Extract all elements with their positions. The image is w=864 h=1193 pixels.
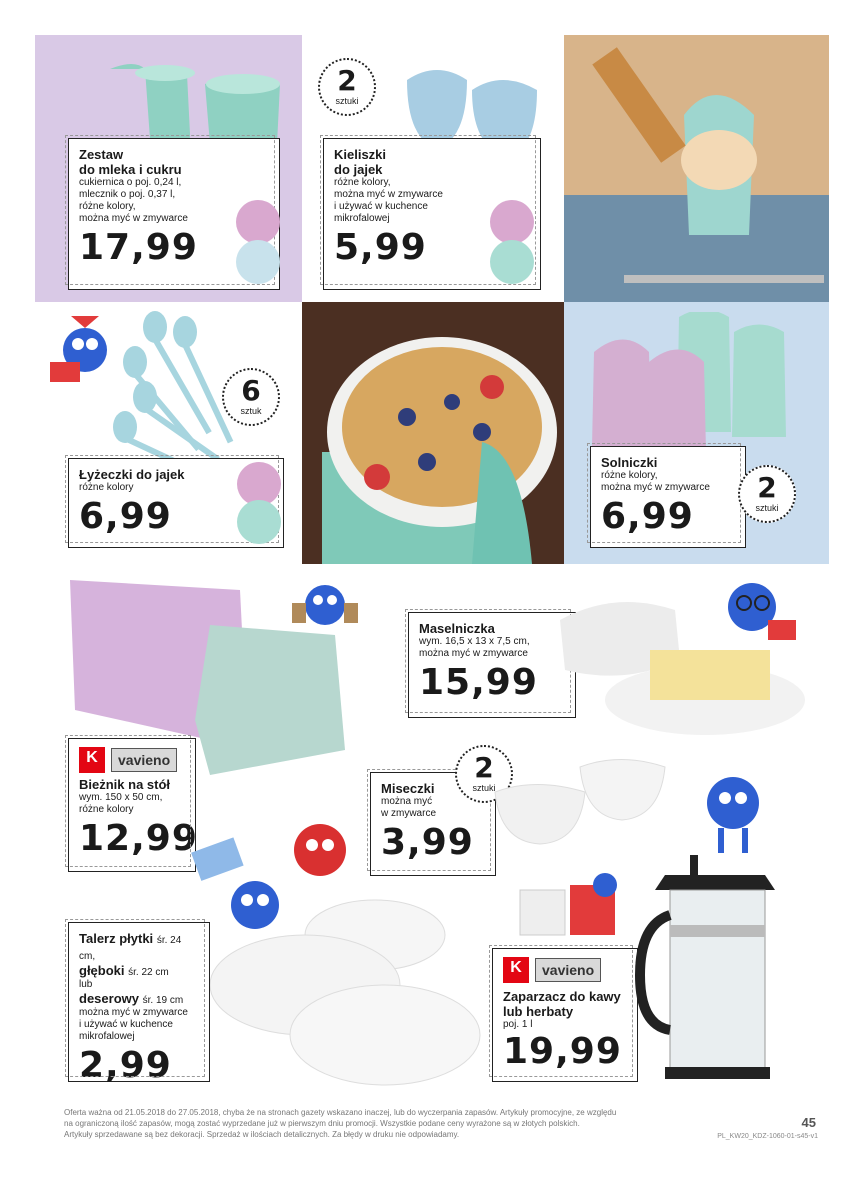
- badge-unit: sztuki: [472, 783, 496, 793]
- legal-footer: [64, 1107, 724, 1140]
- salt-shakers-image: [589, 312, 819, 452]
- offer-title-line: [79, 931, 199, 963]
- bowls-image: [485, 752, 685, 852]
- offer-price: 6,99: [601, 496, 694, 537]
- offer-desc: można myć w zmywarce: [601, 482, 710, 493]
- offer-title: Miseczki: [381, 781, 435, 796]
- offer-desc: poj. 1 l: [503, 1019, 533, 1030]
- badge-number: 2: [757, 471, 777, 504]
- offer-title: lub herbaty: [503, 1004, 574, 1019]
- offer-desc: różne kolory: [79, 482, 134, 493]
- offer-size: śr. 24 cm,: [79, 935, 182, 962]
- offer-price: 12,99: [79, 818, 198, 859]
- offer-desc: można myć w zmywarce: [419, 648, 528, 659]
- kaufland-logo: K: [503, 957, 529, 983]
- footer-line: na ograniczoną ilość zapasów, mogą zostać wyprzedane już w pierwszym dniu promocji. Wszystkie podane ceny wyrażone są w złotych polskich.: [64, 1119, 580, 1128]
- color-swatch-pink: [490, 200, 534, 244]
- offer-desc: można myć w zmywarce: [79, 213, 188, 224]
- offer-desc: różne kolory,: [334, 177, 391, 188]
- brand-logo: vavieno: [535, 958, 601, 982]
- footer-line: Oferta ważna od 21.05.2018 do 27.05.2018, chyba że na stronach gazety wskazano inaczej, lub do wyczerpania zapasów. Artykuły promocyjne, ze względu: [64, 1108, 617, 1117]
- quantity-badge: [222, 368, 280, 426]
- offer-desc: w zmywarce: [381, 808, 437, 819]
- offer-desc: można myć w zmywarce: [334, 189, 443, 200]
- offer-desc: różne kolory: [79, 804, 134, 815]
- offer-desc: mlecznik o poj. 0,37 l,: [79, 189, 176, 200]
- quantity-badge: [738, 465, 796, 523]
- offer-size: śr. 19 cm: [142, 995, 184, 1006]
- brand-logo: vavieno: [111, 748, 177, 772]
- cereal-bowl-image: [302, 302, 564, 564]
- offer-title: Zaparzacz do kawy: [503, 989, 621, 1004]
- boiled-egg-image: [564, 35, 829, 302]
- offer-desc: lub: [79, 979, 93, 990]
- footer-line: Artykuły sprzedawane są bez dekoracji. Sprzedaż w ilościach detalicznych. Za błędy w druku nie odpowiadamy.: [64, 1130, 460, 1139]
- shopping-bags-image: [515, 870, 625, 940]
- offer-price: 19,99: [503, 1031, 622, 1072]
- offer-price: 17,99: [79, 227, 198, 268]
- color-swatch-blue: [236, 240, 280, 284]
- badge-unit: sztuki: [335, 96, 359, 106]
- offer-title: Bieżnik na stół: [79, 777, 171, 792]
- catalog-code: PL_KW20_KDZ-1060-01-s45-v1: [717, 1133, 818, 1140]
- offer-title: głęboki: [79, 963, 125, 978]
- page-number: 45: [801, 1115, 816, 1130]
- offer-price: 3,99: [381, 822, 474, 863]
- offer-title-line: [79, 991, 199, 1007]
- offer-desc: wym. 16,5 x 13 x 7,5 cm,: [419, 636, 530, 647]
- offer-title-line: [79, 963, 199, 979]
- color-swatch-teal: [490, 240, 534, 284]
- offer-size: śr. 22 cm: [128, 967, 169, 978]
- badge-number: 2: [474, 751, 494, 784]
- coffee-press-image: [635, 855, 795, 1090]
- offer-title: Talerz płytki: [79, 931, 154, 946]
- quantity-badge: [318, 58, 376, 116]
- plates-image: [205, 895, 495, 1095]
- mascot-figure: [698, 768, 768, 858]
- offer-desc: różne kolory,: [601, 470, 658, 481]
- offer-desc: wym. 150 x 50 cm,: [79, 792, 163, 803]
- offer-title: Łyżeczki do jajek: [79, 467, 185, 482]
- badge-number: 2: [337, 64, 357, 97]
- badge-unit: sztuki: [755, 503, 779, 513]
- offer-price: 15,99: [419, 662, 538, 703]
- photo-boiled-egg: [564, 35, 829, 302]
- offer-price: 2,99: [79, 1045, 172, 1086]
- offer-title: Solniczki: [601, 455, 658, 470]
- offer-title: deserowy: [79, 991, 139, 1006]
- photo-cereal-bowl: [302, 302, 564, 564]
- offer-title: Maselniczka: [419, 621, 495, 636]
- offer-desc: cukiernica o poj. 0,24 l,: [79, 177, 182, 188]
- offer-desc: i używać w kuchence: [334, 201, 428, 212]
- badge-unit: sztuk: [240, 406, 262, 416]
- kaufland-logo: K: [79, 747, 105, 773]
- mascot-figure: [290, 575, 360, 645]
- offer-desc: mikrofalowej: [79, 1031, 135, 1042]
- offer-box-salt-shakers: [590, 446, 746, 548]
- mascot-figure: [720, 575, 800, 665]
- offer-box-coffee-press: [492, 948, 638, 1082]
- badge-number: 6: [241, 374, 261, 407]
- offer-box-plates: [68, 922, 210, 1086]
- offer-price: 5,99: [334, 227, 427, 268]
- offer-title: do jajek: [334, 162, 383, 177]
- offer-desc: różne kolory,: [79, 201, 136, 212]
- offer-desc: można myć: [381, 796, 433, 807]
- color-swatch-pink: [236, 200, 280, 244]
- offer-box-butter-dish: [408, 612, 576, 718]
- offer-desc: i używać w kuchence: [79, 1019, 173, 1030]
- color-swatch-teal: [237, 500, 281, 544]
- offer-desc: można myć w zmywarce: [79, 1007, 188, 1018]
- offer-box-table-runner: [68, 738, 196, 872]
- offer-price: 6,99: [79, 496, 172, 537]
- offer-title: Kieliszki: [334, 147, 387, 162]
- offer-title: Zestaw: [79, 147, 124, 162]
- offer-title: do mleka i cukru: [79, 162, 182, 177]
- offer-desc: mikrofalowej: [334, 213, 390, 224]
